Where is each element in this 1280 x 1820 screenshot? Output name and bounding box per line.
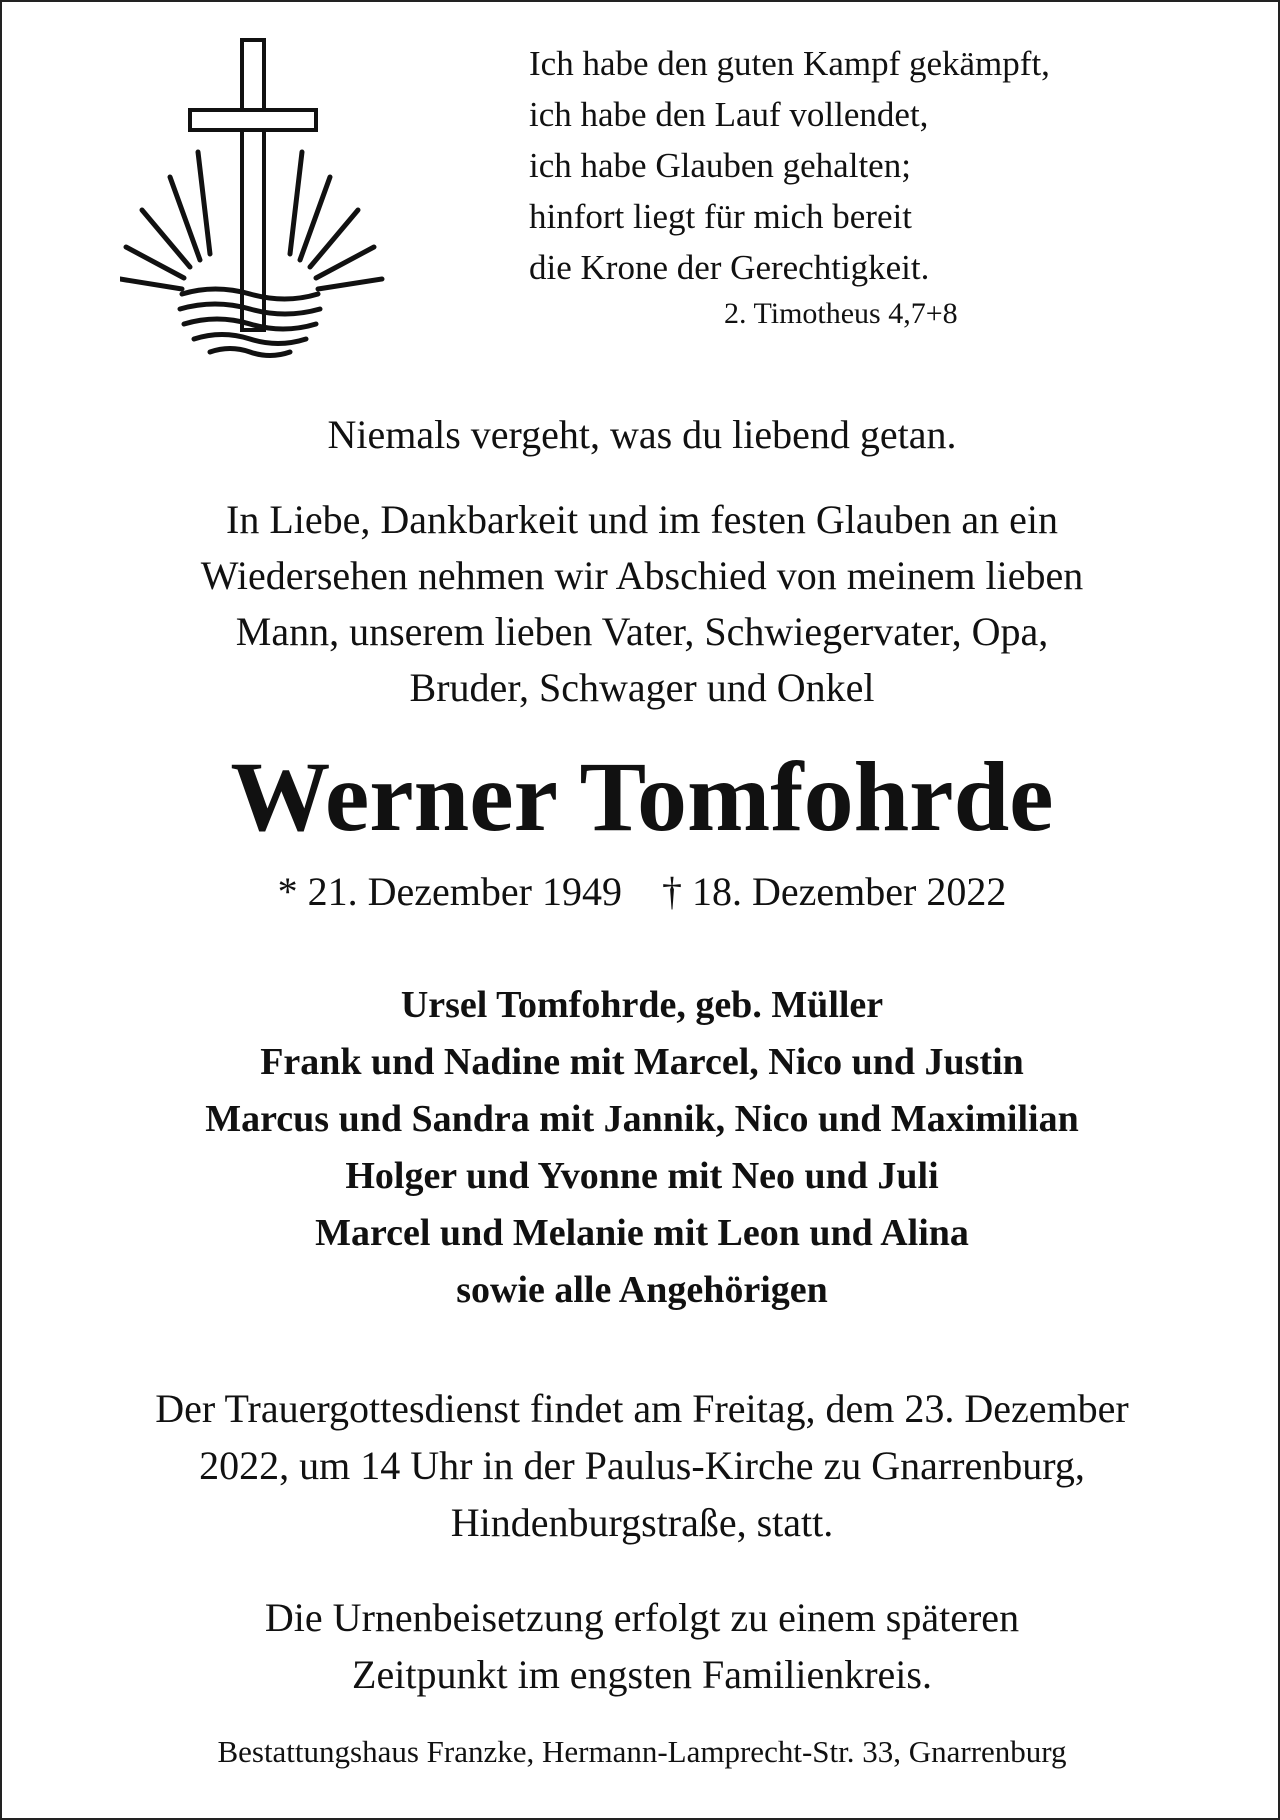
service-line: 2022, um 14 Uhr in der Paulus-Kirche zu Gnarrenburg,: [199, 1443, 1085, 1488]
intro-line: In Liebe, Dankbarkeit und im festen Glauben an ein: [226, 497, 1058, 542]
motto: Niemals vergeht, was du liebend getan.: [327, 412, 957, 457]
death-date: † 18. Dezember 2022: [662, 869, 1007, 914]
urn-line: Zeitpunkt im engsten Familienkreis.: [352, 1652, 932, 1697]
mourners-list: [2, 977, 1280, 1319]
mourner-line: sowie alle Angehörigen: [456, 1269, 828, 1311]
urn-burial-notice: [2, 1589, 1280, 1703]
mourner-line: Ursel Tomfohrde, geb. Müller: [400, 984, 884, 1026]
mourner-line: Marcus und Sandra mit Jannik, Nico und Maximilian: [205, 1098, 1079, 1140]
cross-sunrise-icon: [120, 32, 400, 362]
urn-line: Die Urnenbeisetzung erfolgt zu einem späteren: [264, 1595, 1020, 1640]
deceased-name: Werner Tomfohrde: [230, 741, 1054, 852]
mourner-line: Holger und Yvonne mit Neo und Juli: [345, 1155, 939, 1197]
funeral-service-notice: [2, 1380, 1280, 1551]
intro-text: [2, 492, 1280, 716]
funeral-home-footer: Bestattungshaus Franzke, Hermann-Lamprecht-Str. 33, Gnarrenburg: [217, 1734, 1067, 1769]
service-line: Hindenburgstraße, statt.: [450, 1500, 834, 1545]
bible-verse: [529, 38, 1229, 293]
birth-date: * 21. Dezember 1949: [277, 869, 622, 914]
verse-line: ich habe Glauben gehalten;: [529, 146, 911, 185]
intro-line: Bruder, Schwager und Onkel: [409, 665, 875, 710]
verse-line: ich habe den Lauf vollendet,: [529, 95, 929, 134]
mourner-line: Marcel und Melanie mit Leon und Alina: [315, 1212, 969, 1254]
mourner-line: Frank und Nadine mit Marcel, Nico und Justin: [260, 1041, 1024, 1083]
verse-reference: 2. Timotheus 4,7+8: [724, 297, 958, 330]
intro-line: Mann, unserem lieben Vater, Schwiegervater, Opa,: [235, 609, 1049, 654]
verse-line: Ich habe den guten Kampf gekämpft,: [529, 44, 1050, 83]
verse-line: hinfort liegt für mich bereit: [529, 197, 912, 236]
service-line: Der Trauergottesdienst findet am Freitag, dem 23. Dezember: [155, 1386, 1129, 1431]
life-dates: [2, 864, 1280, 920]
intro-line: Wiedersehen nehmen wir Abschied von meinem lieben: [200, 553, 1084, 598]
verse-line: die Krone der Gerechtigkeit.: [529, 248, 930, 287]
